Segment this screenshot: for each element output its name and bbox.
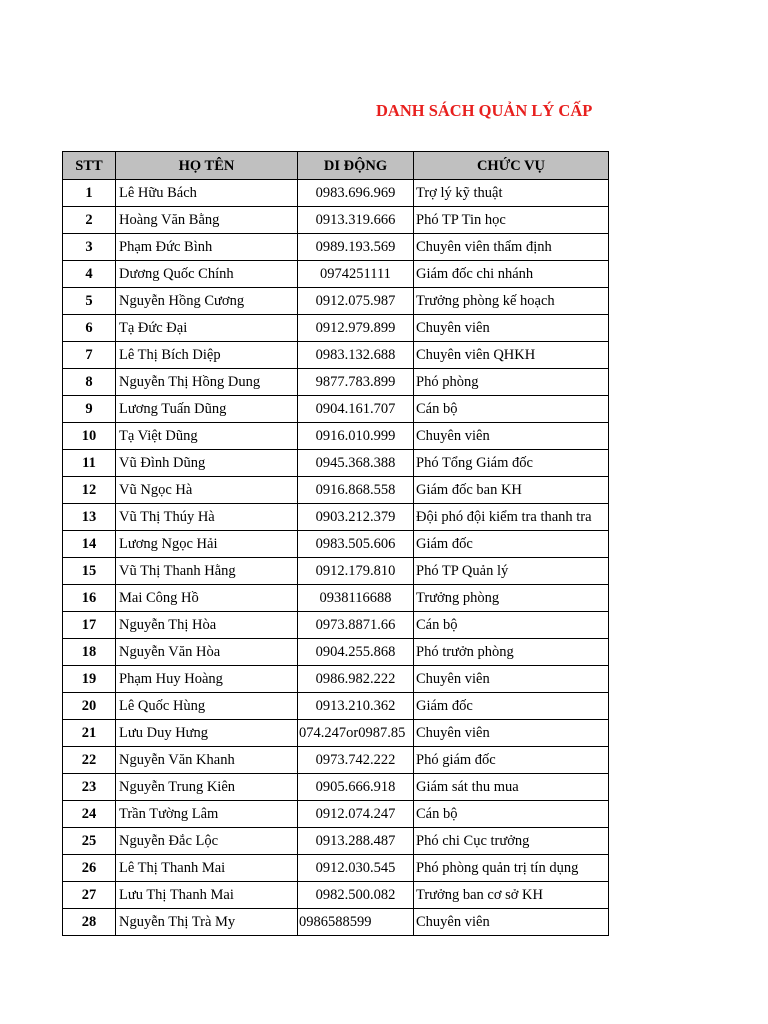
cell-role: Chuyên viên xyxy=(414,909,609,936)
table-header-row xyxy=(63,152,609,180)
table-row xyxy=(63,288,609,315)
cell-name: Phạm Huy Hoàng xyxy=(116,666,298,693)
cell-role: Phó Tổng Giám đốc xyxy=(414,450,609,477)
table-row xyxy=(63,801,609,828)
cell-stt: 27 xyxy=(63,882,116,909)
cell-stt: 14 xyxy=(63,531,116,558)
table-row xyxy=(63,747,609,774)
table-row xyxy=(63,558,609,585)
cell-phone: 0916.868.558 xyxy=(298,477,414,504)
cell-phone: 0904.161.707 xyxy=(298,396,414,423)
cell-role: Giám sát thu mua xyxy=(414,774,609,801)
cell-role: Phó giám đốc xyxy=(414,747,609,774)
cell-name: Trần Tường Lâm xyxy=(116,801,298,828)
cell-stt: 26 xyxy=(63,855,116,882)
cell-role: Giám đốc chi nhánh xyxy=(414,261,609,288)
cell-stt: 23 xyxy=(63,774,116,801)
cell-stt: 20 xyxy=(63,693,116,720)
cell-stt: 2 xyxy=(63,207,116,234)
cell-phone: 0912.075.987 xyxy=(298,288,414,315)
cell-name: Vũ Thị Thanh Hằng xyxy=(116,558,298,585)
cell-name: Nguyễn Đắc Lộc xyxy=(116,828,298,855)
cell-name: Vũ Đình Dũng xyxy=(116,450,298,477)
cell-phone: 0904.255.868 xyxy=(298,639,414,666)
cell-role: Trưởng ban cơ sở KH xyxy=(414,882,609,909)
cell-name: Lương Tuấn Dũng xyxy=(116,396,298,423)
cell-role: Phó phòng xyxy=(414,369,609,396)
cell-role: Phó TP Quản lý xyxy=(414,558,609,585)
cell-stt: 10 xyxy=(63,423,116,450)
cell-phone: 0912.074.247 xyxy=(298,801,414,828)
cell-stt: 19 xyxy=(63,666,116,693)
cell-role: Giám đốc xyxy=(414,531,609,558)
cell-phone: 0912.030.545 xyxy=(298,855,414,882)
cell-phone: 0983.696.969 xyxy=(298,180,414,207)
cell-stt: 9 xyxy=(63,396,116,423)
table-row xyxy=(63,828,609,855)
cell-phone: 0983.132.688 xyxy=(298,342,414,369)
cell-phone: 0973.742.222 xyxy=(298,747,414,774)
cell-phone: 0986.982.222 xyxy=(298,666,414,693)
cell-name: Vũ Ngọc Hà xyxy=(116,477,298,504)
table-row xyxy=(63,909,609,936)
cell-phone: 9877.783.899 xyxy=(298,369,414,396)
cell-phone: 0982.500.082 xyxy=(298,882,414,909)
cell-phone: 0905.666.918 xyxy=(298,774,414,801)
cell-role: Phó chi Cục trưởng xyxy=(414,828,609,855)
cell-stt: 5 xyxy=(63,288,116,315)
cell-phone: 0989.193.569 xyxy=(298,234,414,261)
table-row xyxy=(63,882,609,909)
cell-phone: 0913.288.487 xyxy=(298,828,414,855)
cell-stt: 24 xyxy=(63,801,116,828)
cell-role: Phó phòng quản trị tín dụng xyxy=(414,855,609,882)
table-row xyxy=(63,855,609,882)
cell-role: Chuyên viên xyxy=(414,423,609,450)
cell-role: Giám đốc ban KH xyxy=(414,477,609,504)
cell-name: Tạ Việt Dũng xyxy=(116,423,298,450)
cell-phone: 0986588599 xyxy=(298,909,414,936)
cell-role: Cán bộ xyxy=(414,801,609,828)
cell-stt: 1 xyxy=(63,180,116,207)
cell-name: Nguyễn Trung Kiên xyxy=(116,774,298,801)
cell-role: Chuyên viên xyxy=(414,666,609,693)
cell-stt: 21 xyxy=(63,720,116,747)
cell-stt: 22 xyxy=(63,747,116,774)
cell-phone: 0983.505.606 xyxy=(298,531,414,558)
table-row xyxy=(63,666,609,693)
table-row xyxy=(63,396,609,423)
contact-table xyxy=(62,151,609,936)
cell-role: Phó trưởn phòng xyxy=(414,639,609,666)
cell-role: Đội phó đội kiểm tra thanh tra xyxy=(414,504,609,531)
cell-role: Chuyên viên QHKH xyxy=(414,342,609,369)
cell-name: Vũ Thị Thúy Hà xyxy=(116,504,298,531)
cell-stt: 18 xyxy=(63,639,116,666)
cell-role: Trưởng phòng xyxy=(414,585,609,612)
cell-role: Giám đốc xyxy=(414,693,609,720)
table-row xyxy=(63,504,609,531)
cell-role: Trưởng phòng kế hoạch xyxy=(414,288,609,315)
cell-name: Lưu Duy Hưng xyxy=(116,720,298,747)
cell-role: Cán bộ xyxy=(414,612,609,639)
table-row xyxy=(63,693,609,720)
cell-stt: 12 xyxy=(63,477,116,504)
cell-phone: 0974251111 xyxy=(298,261,414,288)
cell-role: Phó TP Tin học xyxy=(414,207,609,234)
cell-name: Hoàng Văn Bằng xyxy=(116,207,298,234)
cell-name: Nguyễn Văn Khanh xyxy=(116,747,298,774)
table-row xyxy=(63,234,609,261)
cell-stt: 15 xyxy=(63,558,116,585)
cell-phone: 074.247or0987.85 xyxy=(298,720,414,747)
column-header-phone: DI ĐỘNG xyxy=(298,152,414,180)
cell-name: Lê Thị Bích Diệp xyxy=(116,342,298,369)
table-row xyxy=(63,423,609,450)
cell-phone: 0913.210.362 xyxy=(298,693,414,720)
table-row xyxy=(63,261,609,288)
cell-stt: 17 xyxy=(63,612,116,639)
cell-stt: 28 xyxy=(63,909,116,936)
cell-phone: 0912.179.810 xyxy=(298,558,414,585)
cell-stt: 6 xyxy=(63,315,116,342)
cell-name: Nguyễn Văn Hòa xyxy=(116,639,298,666)
cell-role: Chuyên viên xyxy=(414,315,609,342)
cell-phone: 0913.319.666 xyxy=(298,207,414,234)
table-row xyxy=(63,774,609,801)
table-row xyxy=(63,315,609,342)
column-header-stt: STT xyxy=(63,152,116,180)
cell-name: Mai Công Hồ xyxy=(116,585,298,612)
cell-name: Lưu Thị Thanh Mai xyxy=(116,882,298,909)
cell-role: Chuyên viên thẩm định xyxy=(414,234,609,261)
cell-name: Nguyễn Hồng Cương xyxy=(116,288,298,315)
cell-name: Lê Hữu Bách xyxy=(116,180,298,207)
page-title: DANH SÁCH QUẢN LÝ CẤP xyxy=(376,101,593,120)
table-row xyxy=(63,585,609,612)
cell-name: Nguyễn Thị Hòa xyxy=(116,612,298,639)
cell-name: Nguyễn Thị Hồng Dung xyxy=(116,369,298,396)
cell-name: Lê Quốc Hùng xyxy=(116,693,298,720)
cell-phone: 0945.368.388 xyxy=(298,450,414,477)
table-row xyxy=(63,477,609,504)
cell-name: Dương Quốc Chính xyxy=(116,261,298,288)
cell-phone: 0973.8871.66 xyxy=(298,612,414,639)
table-row xyxy=(63,531,609,558)
cell-stt: 25 xyxy=(63,828,116,855)
table-row xyxy=(63,612,609,639)
table-row xyxy=(63,450,609,477)
cell-phone: 0916.010.999 xyxy=(298,423,414,450)
column-header-name: HỌ TÊN xyxy=(116,152,298,180)
cell-role: Trợ lý kỹ thuật xyxy=(414,180,609,207)
table-row xyxy=(63,180,609,207)
cell-phone: 0912.979.899 xyxy=(298,315,414,342)
cell-name: Tạ Đức Đại xyxy=(116,315,298,342)
table-row xyxy=(63,369,609,396)
cell-stt: 3 xyxy=(63,234,116,261)
table-row xyxy=(63,342,609,369)
cell-stt: 4 xyxy=(63,261,116,288)
cell-role: Chuyên viên xyxy=(414,720,609,747)
cell-phone: 0903.212.379 xyxy=(298,504,414,531)
cell-name: Phạm Đức Bình xyxy=(116,234,298,261)
cell-stt: 8 xyxy=(63,369,116,396)
cell-name: Lê Thị Thanh Mai xyxy=(116,855,298,882)
cell-name: Nguyễn Thị Trà My xyxy=(116,909,298,936)
table-row xyxy=(63,207,609,234)
table-row xyxy=(63,639,609,666)
cell-stt: 16 xyxy=(63,585,116,612)
cell-role: Cán bộ xyxy=(414,396,609,423)
cell-stt: 7 xyxy=(63,342,116,369)
cell-stt: 11 xyxy=(63,450,116,477)
table-row xyxy=(63,720,609,747)
cell-stt: 13 xyxy=(63,504,116,531)
cell-name: Lương Ngọc Hải xyxy=(116,531,298,558)
cell-phone: 0938116688 xyxy=(298,585,414,612)
column-header-role: CHỨC VỤ xyxy=(414,152,609,180)
